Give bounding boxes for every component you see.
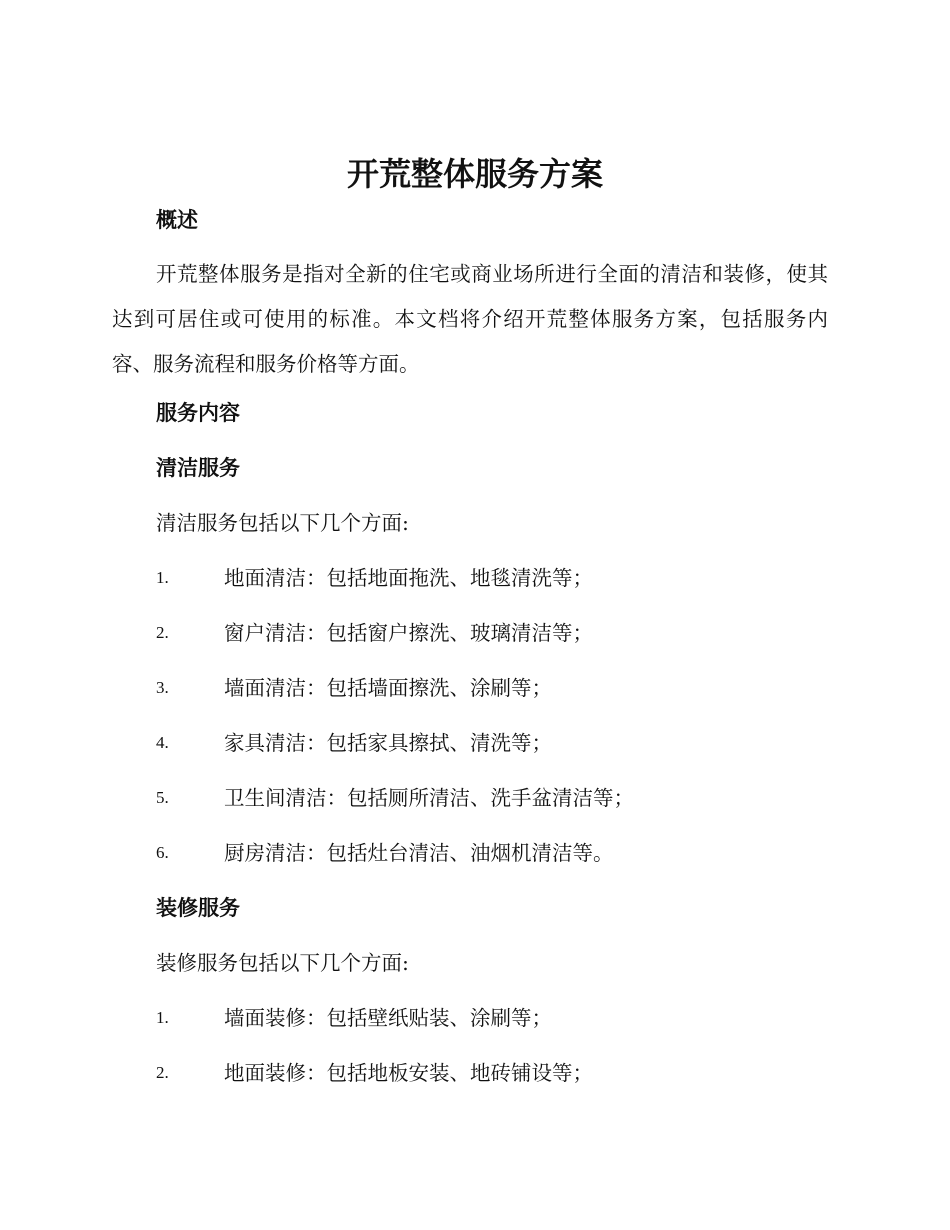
list-number: 6. <box>156 843 169 862</box>
document-title: 开荒整体服务方案 <box>346 155 603 193</box>
list-text: 卫生间清洁：包括厕所清洁、洗手盆清洁等； <box>224 786 634 810</box>
list-number: 5. <box>156 788 169 807</box>
list-item <box>156 783 856 813</box>
cleaning-heading: 清洁服务 <box>156 456 240 480</box>
list-text: 地面清洁：包括地面拖洗、地毯清洗等； <box>224 566 593 590</box>
list-number: 2. <box>156 1063 169 1082</box>
cleaning-intro: 清洁服务包括以下几个方面: <box>156 511 409 535</box>
overview-paragraph: 开荒整体服务是指对全新的住宅或商业场所进行全面的清洁和装修，使其达到可居住或可使用的标准。本文档将介绍开荒整体服务方案，包括服务内容、服务流程和服务价格等方面。 <box>112 262 828 376</box>
list-item <box>156 618 856 648</box>
list-number: 2. <box>156 623 169 642</box>
list-text: 墙面清洁：包括墙面擦洗、涂刷等； <box>224 676 552 700</box>
renovation-heading: 装修服务 <box>156 896 240 920</box>
list-item <box>156 1003 856 1033</box>
list-text: 窗户清洁：包括窗户擦洗、玻璃清洁等； <box>224 621 593 645</box>
list-text: 家具清洁：包括家具擦拭、清洗等； <box>224 731 552 755</box>
list-text: 墙面装修：包括壁纸贴装、涂刷等； <box>224 1006 552 1030</box>
renovation-intro: 装修服务包括以下几个方面: <box>156 951 409 975</box>
list-number: 3. <box>156 678 169 697</box>
overview-heading: 概述 <box>156 208 198 232</box>
list-text: 厨房清洁：包括灶台清洁、油烟机清洁等。 <box>224 841 614 865</box>
list-item <box>156 673 856 703</box>
list-number: 4. <box>156 733 169 752</box>
list-item <box>156 728 856 758</box>
list-item <box>156 563 856 593</box>
list-item <box>156 838 856 868</box>
list-number: 1. <box>156 1008 169 1027</box>
list-item <box>156 1058 856 1088</box>
list-number: 1. <box>156 568 169 587</box>
service-content-heading: 服务内容 <box>156 401 240 425</box>
list-text: 地面装修：包括地板安装、地砖铺设等； <box>224 1061 593 1085</box>
